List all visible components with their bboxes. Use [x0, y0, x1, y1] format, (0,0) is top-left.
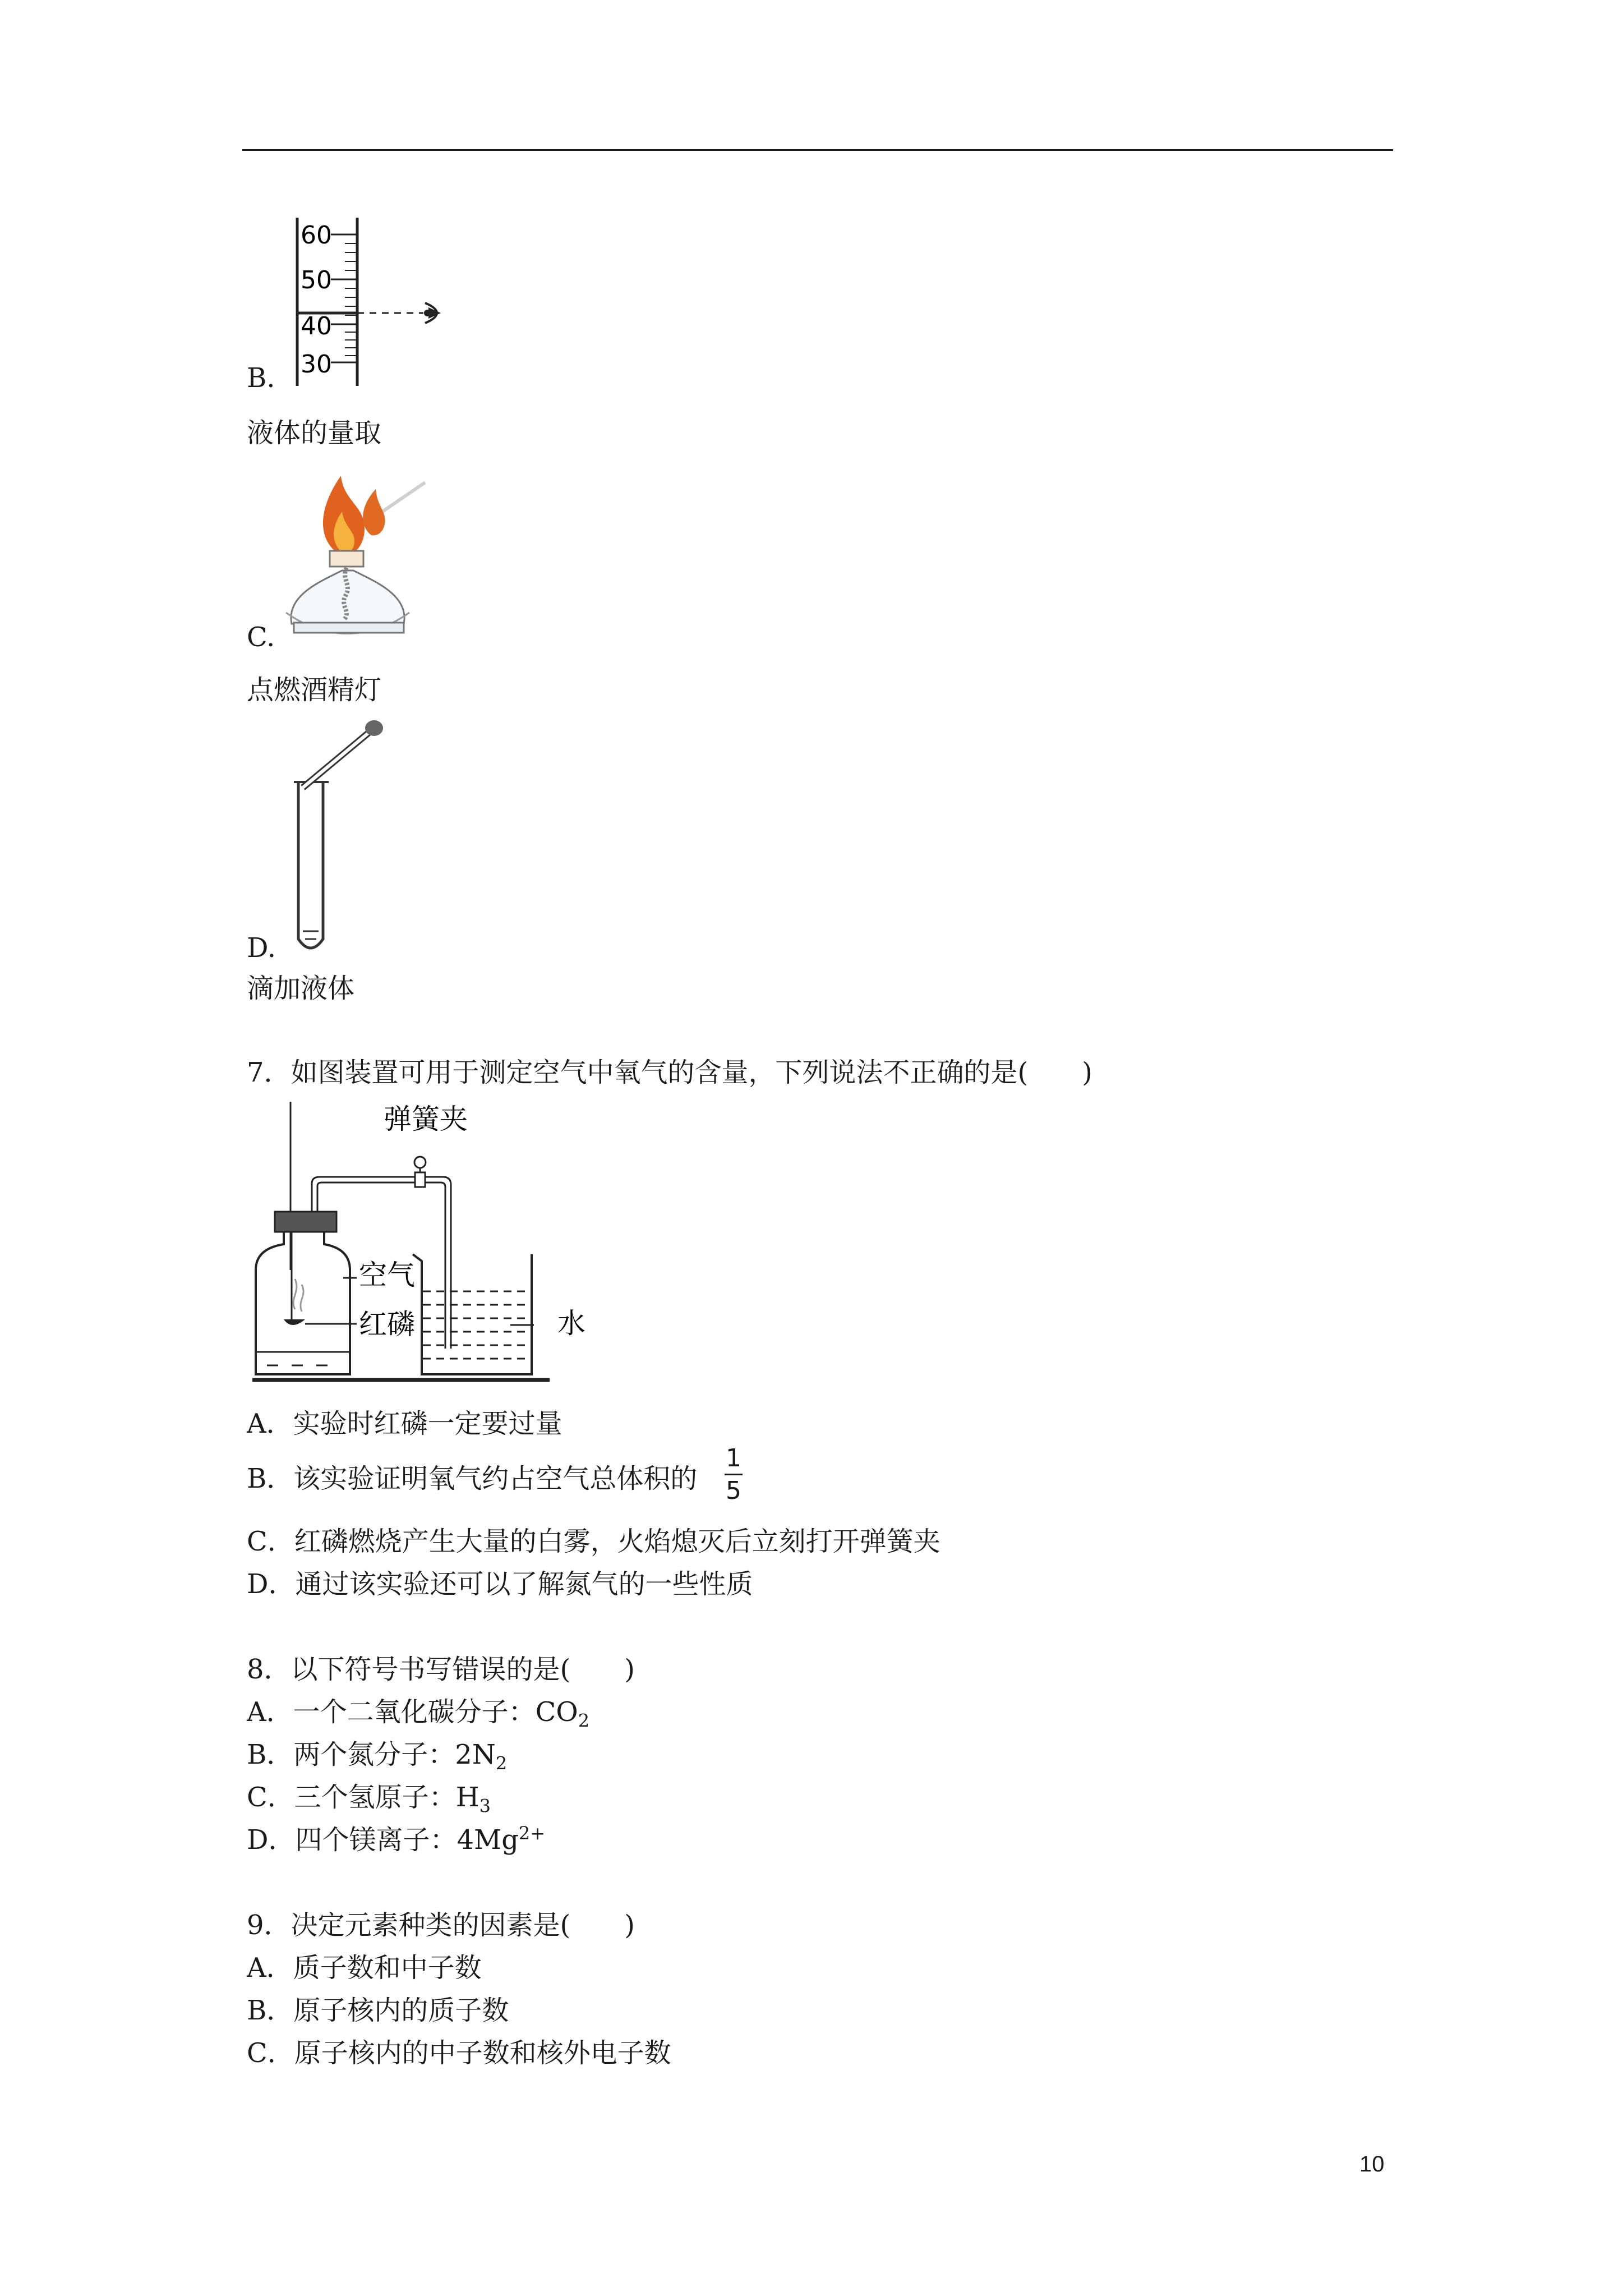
q6-option-c-caption: 点燃酒精灯: [247, 674, 382, 706]
q8-option-b-text: B．两个氮分子：: [247, 1739, 455, 1770]
tick-label-60: 60: [301, 221, 332, 250]
tick-label-50: 50: [301, 266, 332, 295]
q8-option-b: [247, 1738, 507, 1772]
q8-option-c-formula: H: [455, 1782, 479, 1813]
red-phosphorus: [284, 1319, 305, 1325]
label-spring-clip: 弹簧夹: [384, 1103, 468, 1135]
q8-option-d-superscript: 2+: [518, 1823, 546, 1844]
stopper: [275, 1212, 336, 1232]
dropper-bulb: [365, 720, 383, 736]
alcohol-lamp-figure: [280, 472, 437, 652]
spring-clip: [414, 1157, 426, 1187]
dropper-test-tube-figure: [286, 715, 398, 961]
label-air: 空气: [359, 1259, 415, 1291]
page-number: 10: [1359, 2152, 1385, 2177]
q8-option-d: [247, 1823, 545, 1857]
q6-option-c-letter: C.: [247, 622, 275, 653]
tick-label-40: 40: [301, 312, 332, 341]
q9-option-a: A．质子数和中子数: [247, 1952, 482, 1984]
eye-icon: [424, 303, 441, 323]
lamp-cap: [330, 551, 363, 567]
q8-option-a-formula: CO: [535, 1696, 578, 1728]
flame-right: [363, 489, 385, 535]
header-rule: [242, 149, 1393, 151]
q9-option-b: B．原子核内的质子数: [247, 1995, 509, 2026]
q8-option-b-subscript: 2: [495, 1752, 508, 1774]
q7-option-b: B．该实验证明氧气约占空气总体积的: [247, 1463, 698, 1494]
beaker: [413, 1254, 532, 1374]
q6-option-d-letter: D.: [247, 932, 276, 964]
fraction-numerator: 1: [726, 1444, 741, 1473]
tick-label-30: 30: [301, 350, 332, 379]
q6-option-b-letter: B.: [247, 362, 275, 394]
q9-stem: 9．决定元素种类的因素是( ): [247, 1910, 635, 1941]
graduated-cylinder-figure: [280, 212, 465, 392]
q6-option-d-caption: 滴加液体: [247, 973, 355, 1004]
q7-stem: 7．如图装置可用于测定空气中氧气的含量，下列说法不正确的是( ): [247, 1057, 1092, 1088]
q8-option-a-subscript: 2: [578, 1710, 590, 1732]
q8-option-c-subscript: 3: [479, 1795, 491, 1817]
label-red-phosphorus: 红磷: [359, 1308, 415, 1341]
gas-bottle: [256, 1232, 350, 1374]
label-water: 水: [557, 1307, 585, 1340]
q8-option-c: [247, 1780, 491, 1817]
q7-option-a: A．实验时红磷一定要过量: [247, 1408, 562, 1439]
q8-option-a: [247, 1695, 590, 1732]
q8-option-d-text: D．四个镁离子：: [247, 1824, 457, 1856]
fraction-denominator: 5: [726, 1476, 741, 1505]
q8-option-c-text: C．三个氢原子：: [247, 1782, 456, 1813]
q7-option-c: C．红磷燃烧产生大量的白雾，火焰熄灭后立刻打开弹簧夹: [247, 1526, 940, 1557]
test-tube: [298, 782, 323, 948]
q8-stem: 8．以下符号书写错误的是( ): [247, 1654, 635, 1685]
q7-option-d: D．通过该实验还可以了解氮气的一些性质: [247, 1568, 753, 1600]
oxygen-content-apparatus-figure: [247, 1102, 606, 1393]
q8-option-b-formula: 2N: [455, 1739, 496, 1770]
q9-option-c: C．原子核内的中子数和核外电子数: [247, 2037, 671, 2069]
fraction-bar: [725, 1474, 743, 1475]
q8-option-a-text: A．一个二氧化碳分子：: [247, 1696, 536, 1728]
q8-option-d-formula: 4Mg: [457, 1824, 519, 1856]
q6-option-b-caption: 液体的量取: [247, 417, 382, 449]
lamp-body: [291, 570, 404, 624]
